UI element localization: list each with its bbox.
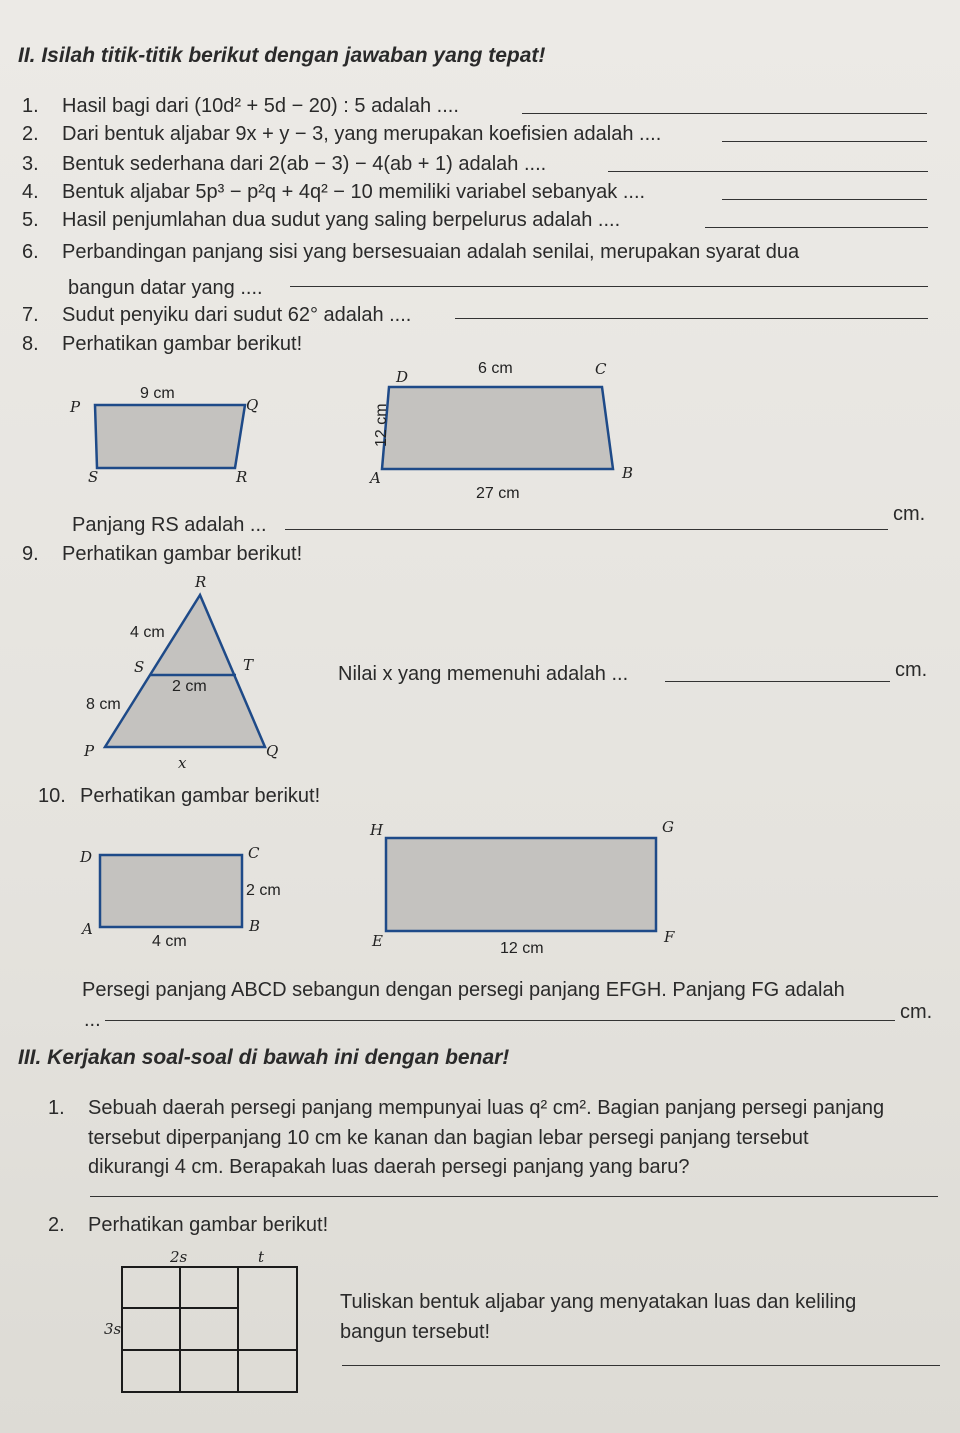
q7-number: 7. bbox=[22, 304, 39, 326]
label-d: D bbox=[80, 848, 93, 866]
label-bc-length: 2 cm bbox=[246, 882, 281, 899]
section-2-heading: II. Isilah titik-titik berikut dengan jawaban yang tepat! bbox=[18, 44, 546, 67]
q9-number: 9. bbox=[22, 543, 39, 565]
label-h: H bbox=[370, 821, 384, 839]
label-c: C bbox=[248, 844, 260, 862]
label-ad-length: 12 cm bbox=[373, 403, 390, 447]
label-dc-length: 6 cm bbox=[478, 360, 513, 377]
s3-q2-answer-line[interactable] bbox=[342, 1365, 940, 1366]
q10-unit: cm. bbox=[900, 1001, 933, 1023]
label-top-2s: 2s bbox=[170, 1248, 188, 1266]
s3-q1-number: 1. bbox=[48, 1097, 65, 1119]
label-left-3s: 3s bbox=[104, 1320, 122, 1338]
q10-number: 10. bbox=[38, 785, 66, 807]
label-s: S bbox=[134, 658, 145, 676]
q9-answer-text: Nilai x yang memenuhi adalah ... bbox=[338, 663, 629, 685]
q10-dots: ... bbox=[84, 1009, 101, 1031]
label-pq-length: 9 cm bbox=[140, 385, 175, 402]
label-q: Q bbox=[266, 742, 279, 760]
label-r: R bbox=[195, 573, 207, 591]
s3-q2-number: 2. bbox=[48, 1214, 65, 1236]
q6-text-line2: bangun datar yang .... bbox=[68, 277, 263, 299]
q8-unit: cm. bbox=[893, 503, 926, 525]
label-d: D bbox=[396, 368, 409, 386]
label-t: T bbox=[243, 656, 254, 674]
s3-q1-line2: tersebut diperpanjang 10 cm ke kanan dan bagian lebar persegi panjang tersebut bbox=[88, 1127, 809, 1149]
s3-q1-line3: dikurangi 4 cm. Berapakah luas daerah persegi panjang yang baru? bbox=[88, 1156, 690, 1178]
label-a: A bbox=[82, 920, 93, 938]
label-b: B bbox=[249, 917, 261, 935]
q4-number: 4. bbox=[22, 181, 39, 203]
q3-number: 3. bbox=[22, 153, 39, 175]
label-ab-length: 4 cm bbox=[152, 933, 187, 950]
q1-number: 1. bbox=[22, 95, 39, 117]
q10-answer-text: Persegi panjang ABCD sebangun dengan persegi panjang EFGH. Panjang FG adalah bbox=[82, 979, 845, 1001]
label-b: B bbox=[622, 464, 634, 482]
label-sp-length: 8 cm bbox=[86, 696, 121, 713]
label-rs-length: 4 cm bbox=[130, 624, 165, 641]
q2-text: Dari bentuk aljabar 9x + y − 3, yang merupakan koefisien adalah .... bbox=[62, 123, 662, 145]
label-c: C bbox=[595, 360, 607, 378]
q8-text: Perhatikan gambar berikut! bbox=[62, 333, 303, 355]
label-pq-length: x bbox=[178, 754, 187, 772]
q5-text: Hasil penjumlahan dua sudut yang saling berpelurus adalah .... bbox=[62, 209, 621, 231]
q3-text: Bentuk sederhana dari 2(ab − 3) − 4(ab + 1) adalah .... bbox=[62, 153, 547, 175]
q2-number: 2. bbox=[22, 123, 39, 145]
grid-outline bbox=[122, 1267, 297, 1392]
s3-q2-text: Perhatikan gambar berikut! bbox=[88, 1214, 329, 1236]
s3-q2-line1: Tuliskan bentuk aljabar yang menyatakan luas dan keliling bbox=[340, 1291, 857, 1313]
label-q: Q bbox=[246, 396, 259, 414]
label-s: S bbox=[88, 468, 99, 486]
section-3-heading: III. Kerjakan soal-soal di bawah ini dengan benar! bbox=[18, 1046, 510, 1069]
q6-number: 6. bbox=[22, 241, 39, 263]
label-g: G bbox=[662, 818, 674, 836]
label-r: R bbox=[236, 468, 248, 486]
q1-text: Hasil bagi dari (10d² + 5d − 20) : 5 adalah .... bbox=[62, 95, 459, 117]
s3-q2-line2: bangun tersebut! bbox=[340, 1321, 491, 1343]
q8-answer-text: Panjang RS adalah ... bbox=[72, 514, 267, 536]
label-st-length: 2 cm bbox=[172, 678, 207, 695]
q7-text: Sudut penyiku dari sudut 62° adalah .... bbox=[62, 304, 412, 326]
q9-text: Perhatikan gambar berikut! bbox=[62, 543, 303, 565]
label-ef-length: 12 cm bbox=[500, 940, 544, 957]
label-f: F bbox=[664, 928, 675, 946]
label-a: A bbox=[370, 469, 381, 487]
q9-unit: cm. bbox=[895, 659, 928, 681]
q6-text-line1: Perbandingan panjang sisi yang bersesuaian adalah senilai, merupakan syarat dua bbox=[62, 241, 800, 263]
label-top-t: t bbox=[258, 1248, 265, 1266]
label-p: P bbox=[84, 742, 95, 760]
q5-number: 5. bbox=[22, 209, 39, 231]
label-p: P bbox=[70, 398, 81, 416]
q8-number: 8. bbox=[22, 333, 39, 355]
q10-text: Perhatikan gambar berikut! bbox=[80, 785, 321, 807]
label-e: E bbox=[372, 932, 383, 950]
s3-q1-line1: Sebuah daerah persegi panjang mempunyai luas q² cm². Bagian panjang persegi panjang bbox=[88, 1097, 885, 1119]
label-ab-length: 27 cm bbox=[476, 485, 520, 502]
q4-text: Bentuk aljabar 5p³ − p²q + 4q² − 10 memiliki variabel sebanyak .... bbox=[62, 181, 646, 203]
